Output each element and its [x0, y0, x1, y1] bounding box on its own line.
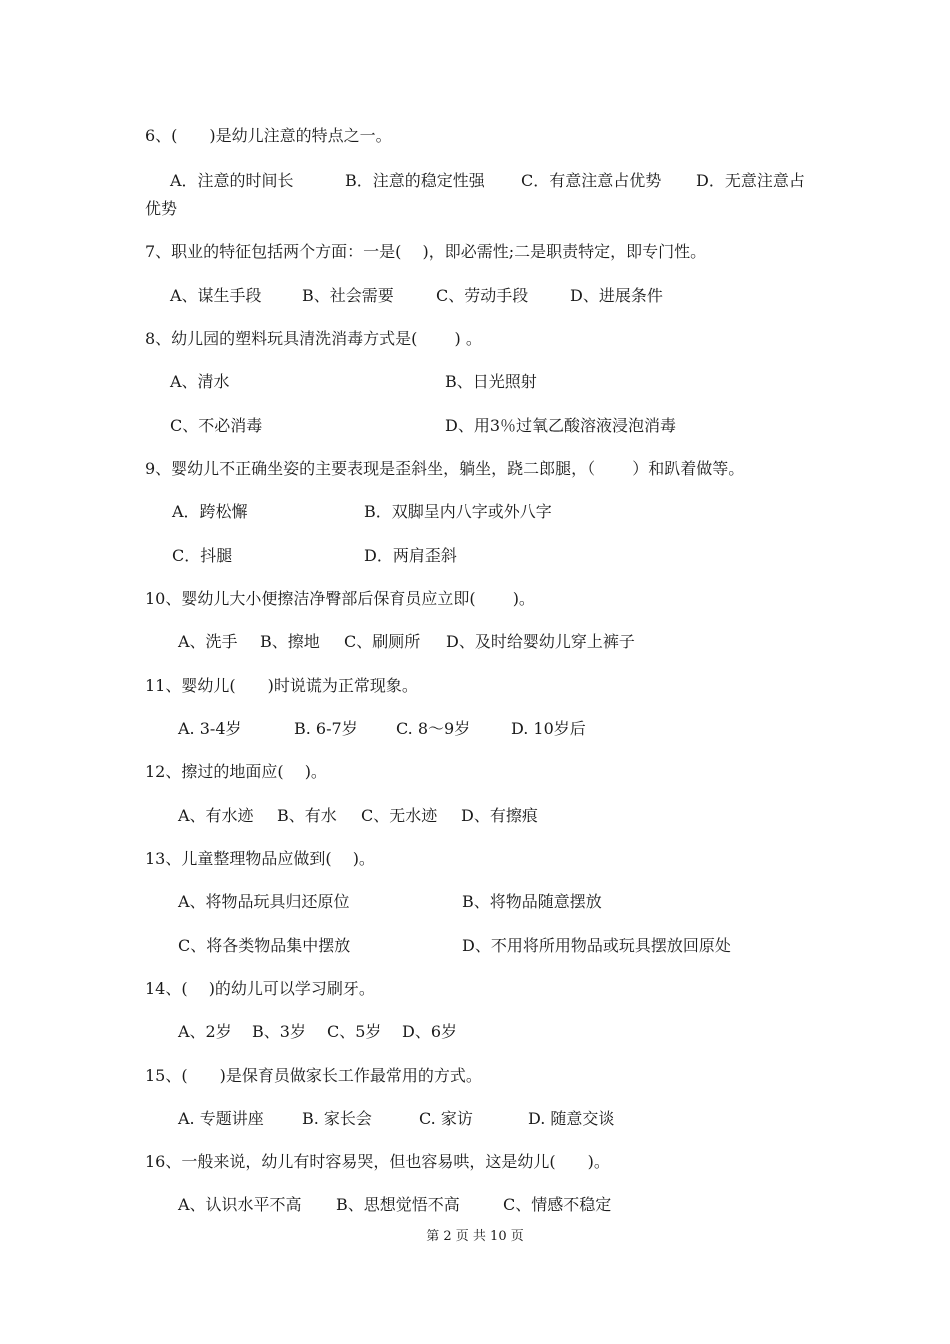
question-6-option-b: B．注意的稳定性强 — [345, 171, 485, 190]
question-15-option-c: C. 家访 — [419, 1109, 473, 1128]
question-8-option-b: B、日光照射 — [445, 372, 537, 391]
question-10-option-a: A、洗手 — [178, 632, 238, 651]
question-14-stem: 14、( )的幼儿可以学习刷牙。 — [145, 979, 375, 998]
question-6-option-d-continuation: 优势 — [145, 199, 178, 218]
question-14-option-d: D、6岁 — [402, 1022, 458, 1041]
question-10-option-b: B、擦地 — [260, 632, 320, 651]
page-footer: 第 2 页 共 10 页 — [426, 1229, 524, 1244]
question-8-option-a: A、清水 — [170, 372, 230, 391]
question-11-option-c: C. 8～9岁 — [396, 719, 471, 738]
question-13-option-b: B、将物品随意摆放 — [462, 892, 602, 911]
question-15-option-b: B. 家长会 — [302, 1109, 372, 1128]
question-12-option-d: D、有擦痕 — [461, 806, 538, 825]
question-8-stem: 8、幼儿园的塑料玩具清洗消毒方式是( ) 。 — [145, 329, 482, 348]
question-10-option-d: D、及时给婴幼儿穿上裤子 — [446, 632, 635, 651]
question-7-stem: 7、职业的特征包括两个方面：一是( )，即必需性;二是职责特定，即专门性。 — [145, 242, 707, 261]
question-9-option-d: D．两肩歪斜 — [364, 546, 457, 565]
question-15-option-d: D. 随意交谈 — [528, 1109, 615, 1128]
question-10-option-c: C、刷厕所 — [344, 632, 421, 651]
question-7-option-d: D、进展条件 — [570, 286, 663, 305]
question-6-option-d: D．无意注意占 — [696, 171, 805, 190]
question-16-option-a: A、认识水平不高 — [178, 1195, 302, 1214]
question-15-stem: 15、( )是保育员做家长工作最常用的方式。 — [145, 1066, 482, 1085]
question-8-option-d: D、用3％过氧乙酸溶液浸泡消毒 — [445, 416, 677, 435]
question-13-option-c: C、将各类物品集中摆放 — [178, 936, 351, 955]
question-14-option-c: C、5岁 — [327, 1022, 382, 1041]
question-11-option-d: D. 10岁后 — [511, 719, 586, 738]
question-10-stem: 10、婴幼儿大小便擦洁净臀部后保育员应立即( )。 — [145, 589, 535, 608]
question-14-option-a: A、2岁 — [178, 1022, 232, 1041]
question-12-option-c: C、无水迹 — [361, 806, 438, 825]
question-7-option-c: C、劳动手段 — [436, 286, 529, 305]
question-7-option-a: A、谋生手段 — [170, 286, 262, 305]
question-13-option-d: D、不用将所用物品或玩具摆放回原处 — [462, 936, 731, 955]
question-13-stem: 13、儿童整理物品应做到( )。 — [145, 849, 375, 868]
question-6-stem: 6、( )是幼儿注意的特点之一。 — [145, 126, 392, 145]
question-6-option-c: C．有意注意占优势 — [521, 171, 662, 190]
question-12-option-b: B、有水 — [277, 806, 337, 825]
question-16-option-c: C、情感不稳定 — [503, 1195, 612, 1214]
question-13-option-a: A、将物品玩具归还原位 — [178, 892, 350, 911]
question-12-option-a: A、有水迹 — [178, 806, 254, 825]
question-8-option-c: C、不必消毒 — [170, 416, 263, 435]
question-11-option-a: A. 3-4岁 — [178, 719, 242, 738]
question-11-option-b: B. 6-7岁 — [294, 719, 358, 738]
question-7-option-b: B、社会需要 — [302, 286, 394, 305]
question-14-option-b: B、3岁 — [252, 1022, 306, 1041]
question-9-option-a: A．跨松懈 — [172, 502, 248, 521]
question-9-stem: 9、婴幼儿不正确坐姿的主要表现是歪斜坐，躺坐，跷二郎腿，（ ）和趴着做等。 — [145, 459, 745, 478]
question-15-option-a: A. 专题讲座 — [178, 1109, 264, 1128]
question-16-stem: 16、一般来说，幼儿有时容易哭，但也容易哄，这是幼儿( )。 — [145, 1152, 610, 1171]
question-12-stem: 12、擦过的地面应( )。 — [145, 762, 327, 781]
question-9-option-b: B．双脚呈内八字或外八字 — [364, 502, 552, 521]
question-11-stem: 11、婴幼儿( )时说谎为正常现象。 — [145, 676, 418, 695]
question-9-option-c: C．抖腿 — [172, 546, 233, 565]
question-6-option-a: A．注意的时间长 — [170, 171, 294, 190]
question-16-option-b: B、思想觉悟不高 — [336, 1195, 460, 1214]
